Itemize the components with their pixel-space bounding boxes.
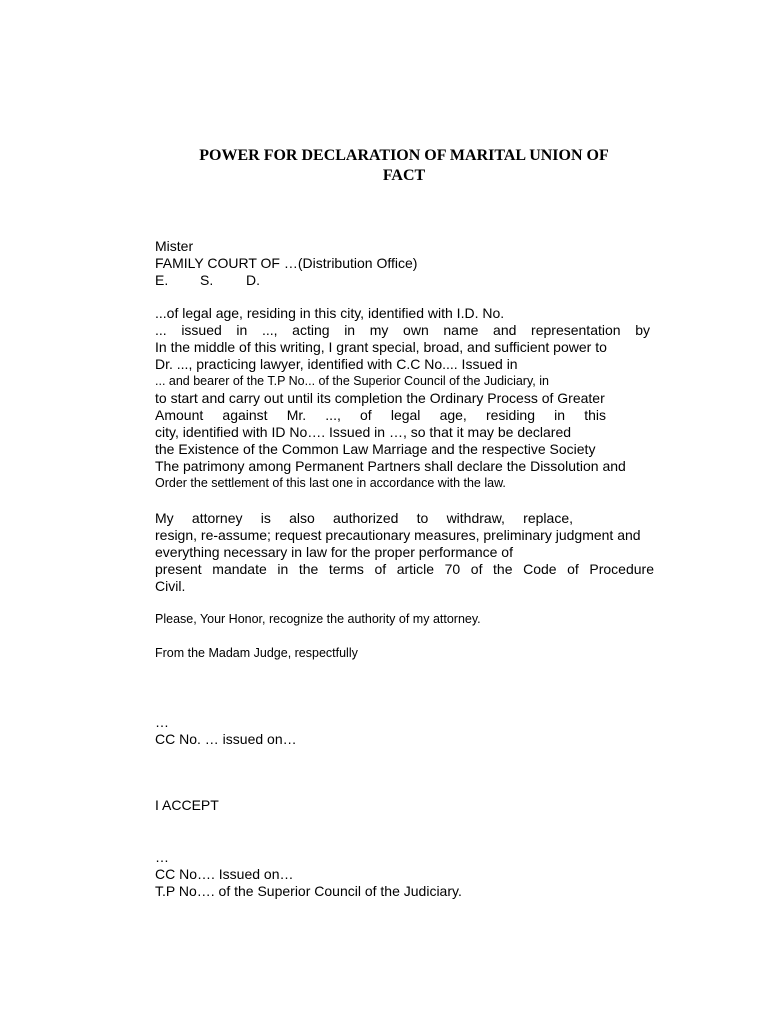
signature2-cc: CC No…. Issued on… xyxy=(155,866,294,882)
accept-heading: I ACCEPT xyxy=(155,797,219,813)
body-p1-line: ... and bearer of the T.P No... of the Superior Council of the Judiciary, in xyxy=(155,374,549,388)
document-title xyxy=(150,146,658,186)
body-p1-line: to start and carry out until its completion the Ordinary Process of Greater xyxy=(155,390,605,406)
body-p1-line: Dr. ..., practicing lawyer, identified with C.C No.... Issued in xyxy=(155,356,518,372)
body-p1-line: The patrimony among Permanent Partners shall declare the Dissolution and xyxy=(155,458,626,474)
body-p1-line: Order the settlement of this last one in accordance with the law. xyxy=(155,476,506,490)
body-p1-line: Amount against Mr. ..., of legal age, residing in this xyxy=(155,407,606,423)
body-p1-line: city, identified with ID No…. Issued in …, so that it may be declared xyxy=(155,424,572,440)
body-p1-line: ... issued in ..., acting in my own name and representation by xyxy=(155,322,650,338)
body-p1-line: In the middle of this writing, I grant special, broad, and sufficient power to xyxy=(155,339,607,355)
esd-d: D. xyxy=(246,272,260,288)
signature2-dots: … xyxy=(155,849,169,865)
body-p1-line: the Existence of the Common Law Marriage and the respective Society xyxy=(155,441,596,457)
title-line-2: FACT xyxy=(382,167,426,184)
signature1-dots: … xyxy=(155,714,169,730)
body-p1-line: ...of legal age, residing in this city, identified with I.D. No. xyxy=(155,305,505,321)
body-p2-line: present mandate in the terms of article 70 of the Code of Procedure xyxy=(155,561,654,577)
signature1-cc: CC No. … issued on… xyxy=(155,731,297,747)
body-p2-line: resign, re-assume; request precautionary measures, preliminary judgment and xyxy=(155,527,641,543)
addressee-esd xyxy=(155,272,260,289)
body-p2-line: My attorney is also authorized to withdraw, replace, xyxy=(155,510,573,526)
signature2-tp: T.P No…. of the Superior Council of the Judiciary. xyxy=(155,883,462,899)
esd-s: S. xyxy=(200,272,214,288)
body-p3: Please, Your Honor, recognize the authority of my attorney. xyxy=(155,612,481,626)
body-p4: From the Madam Judge, respectfully xyxy=(155,646,358,660)
esd-e: E. xyxy=(155,272,169,288)
addressee-court: FAMILY COURT OF …(Distribution Office) xyxy=(155,255,418,271)
addressee-mister: Mister xyxy=(155,238,194,254)
title-line-1: POWER FOR DECLARATION OF MARITAL UNION OF xyxy=(199,147,609,164)
body-p2-line: Civil. xyxy=(155,578,186,594)
body-p2-line: everything necessary in law for the proper performance of xyxy=(155,544,513,560)
